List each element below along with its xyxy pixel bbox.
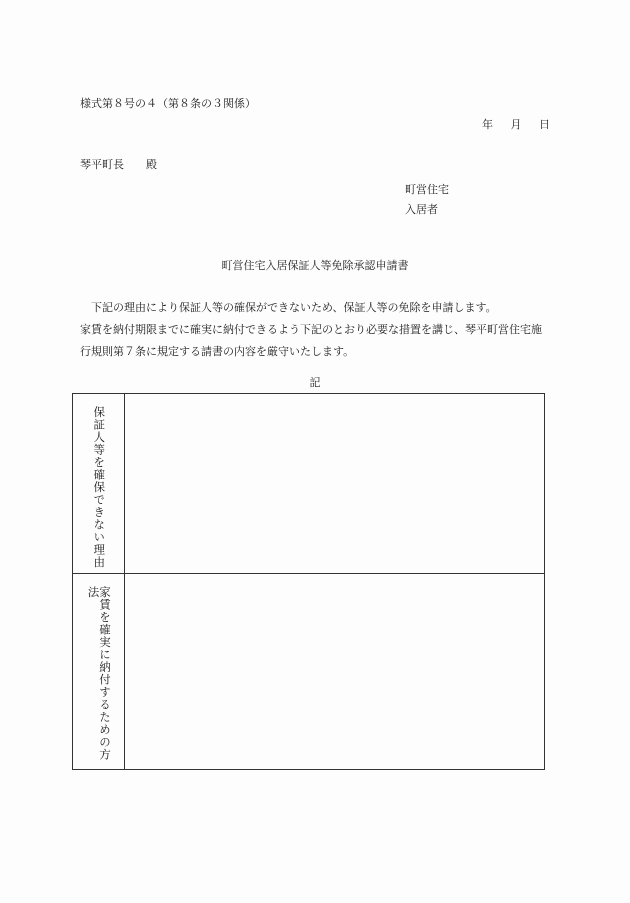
date-day: 日: [539, 118, 550, 131]
applicant-line2: 入居者: [405, 203, 438, 216]
form-table: [72, 393, 545, 770]
payment-label-cell: [73, 574, 125, 769]
addressee: [80, 159, 157, 170]
payment-label: 家賃を確実に納付するための方法: [86, 586, 112, 761]
applicant-block: [405, 180, 449, 220]
table-row-reason: [73, 394, 544, 574]
ki-heading: 記: [309, 376, 321, 389]
table-row-payment-method: [73, 574, 544, 769]
date-month: 月: [510, 118, 522, 131]
payment-value-cell[interactable]: [125, 574, 544, 769]
form-number: 様式第８号の４（第８条の３関係）: [80, 97, 256, 110]
addressee-honorific: 殿: [146, 158, 157, 171]
document-title: 町営住宅入居保証人等免除承認申請書: [221, 259, 409, 272]
body-line1: 下記の理由により保証人等の確保ができないため、保証人等の免除を申請します。: [91, 301, 497, 314]
reason-label-cell: [73, 394, 125, 573]
date-year: 年: [482, 118, 493, 131]
body-line2: 家賃を納付期限までに確実に納付できるよう下記のとおり必要な措置を講じ、琴平町営住宅施行規則第７条に規定する請書の内容を厳守いたします。: [80, 323, 542, 358]
reason-value-cell[interactable]: [125, 394, 544, 573]
applicant-line1: 町営住宅: [405, 183, 449, 196]
body-text: [80, 297, 550, 363]
addressee-name: 琴平町長: [80, 158, 124, 171]
date-line: [472, 119, 550, 130]
reason-label: 保証人等を確保できない理由: [92, 406, 107, 569]
